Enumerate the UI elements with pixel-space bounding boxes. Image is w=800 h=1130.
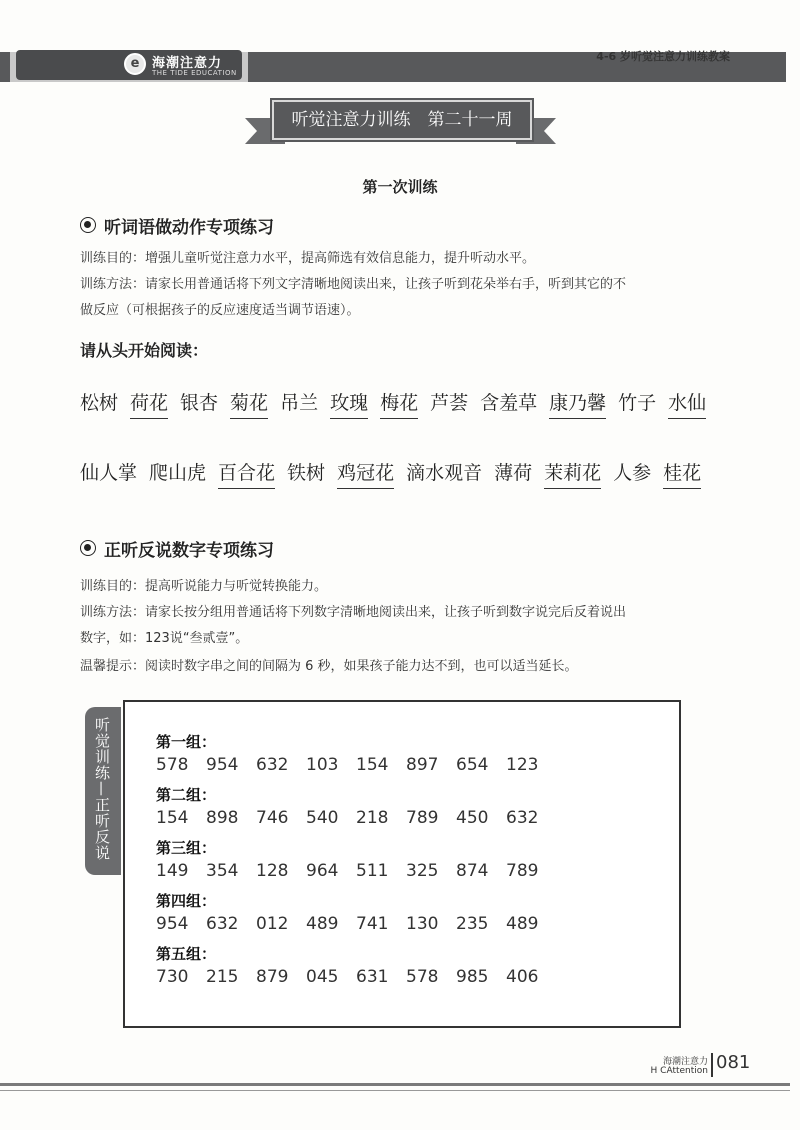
section-bullet-icon <box>80 217 96 233</box>
number-row <box>156 967 556 987</box>
number: 632 <box>506 808 539 828</box>
group-label: 第二组： <box>156 786 217 804</box>
number: 632 <box>206 914 239 934</box>
number: 215 <box>206 967 239 987</box>
word-flower: 桂花 <box>663 458 701 489</box>
number: 879 <box>256 967 289 987</box>
word: 人参 <box>613 462 652 484</box>
number: 789 <box>406 808 439 828</box>
brand-logo-icon: e <box>124 53 146 75</box>
session-title: 第一次训练 <box>362 178 438 196</box>
footer-divider <box>711 1053 713 1077</box>
number: 954 <box>206 755 239 775</box>
section-bullet-icon <box>80 540 96 556</box>
word: 仙人掌 <box>80 462 138 484</box>
brand-name: 海潮注意力 <box>152 56 223 71</box>
number: 540 <box>306 808 339 828</box>
word-row-2 <box>80 458 713 489</box>
number: 154 <box>356 755 389 775</box>
section2-method-line2: 数字，如：123说“叁贰壹”。 <box>80 631 249 646</box>
word: 滴水观音 <box>406 462 483 484</box>
number: 045 <box>306 967 339 987</box>
word: 银杏 <box>180 392 219 414</box>
number: 123 <box>506 755 539 775</box>
footer-rule-thin <box>0 1090 790 1091</box>
number: 741 <box>356 914 389 934</box>
footer-rule <box>0 1083 790 1086</box>
number: 631 <box>356 967 389 987</box>
number: 578 <box>406 967 439 987</box>
section2-tip: 温馨提示：阅读时数字串之间的间隔为 6 秒，如果孩子能力达不到，也可以适当延长。 <box>80 659 578 674</box>
number: 985 <box>456 967 489 987</box>
number-row <box>156 914 556 934</box>
word-flower: 梅花 <box>380 388 418 419</box>
number: 235 <box>456 914 489 934</box>
page-number: 081 <box>716 1052 751 1073</box>
section1-method-line1: 训练方法：请家长用普通话将下列文字清晰地阅读出来，让孩子听到花朵举右手，听到其它的不 <box>80 277 627 292</box>
word: 爬山虎 <box>149 462 207 484</box>
word: 竹子 <box>618 392 657 414</box>
section1-purpose: 训练目的：增强儿童听觉注意力水平，提高筛选有效信息能力，提升听动水平。 <box>80 251 536 266</box>
word-flower: 玫瑰 <box>330 388 368 419</box>
side-tab <box>85 707 121 875</box>
number: 578 <box>156 755 189 775</box>
word: 含羞草 <box>480 392 538 414</box>
group-label: 第五组： <box>156 945 217 963</box>
number-row <box>156 861 556 881</box>
group-label: 第四组： <box>156 892 217 910</box>
group-label: 第三组： <box>156 839 217 857</box>
document-title: 4-6 岁听觉注意力训练教案 <box>596 50 730 63</box>
brand-name-en: THE TIDE EDUCATION <box>152 69 237 77</box>
section2-heading: 正听反说数字专项练习 <box>104 541 274 561</box>
number: 632 <box>256 755 289 775</box>
group-label: 第一组： <box>156 733 217 751</box>
number: 874 <box>456 861 489 881</box>
word-flower: 康乃馨 <box>549 388 606 419</box>
word-flower: 水仙 <box>668 388 706 419</box>
word: 吊兰 <box>280 392 319 414</box>
number: 406 <box>506 967 539 987</box>
word: 薄荷 <box>494 462 533 484</box>
section2-method-line1: 训练方法：请家长按分组用普通话将下列数字清晰地阅读出来，让孩子听到数字说完后反着说出 <box>80 605 627 620</box>
number: 954 <box>156 914 189 934</box>
footer-brand: 海潮注意力 <box>662 1057 708 1067</box>
word: 铁树 <box>287 462 326 484</box>
number: 128 <box>256 861 289 881</box>
word-flower: 茉莉花 <box>544 458 601 489</box>
number: 489 <box>306 914 339 934</box>
number-row <box>156 808 556 828</box>
word-flower: 百合花 <box>218 458 275 489</box>
side-tab-label: 听觉训练—正听反说 <box>93 717 111 861</box>
number: 789 <box>506 861 539 881</box>
number: 746 <box>256 808 289 828</box>
section1-heading: 听词语做动作专项练习 <box>104 218 274 238</box>
word-flower: 荷花 <box>130 388 168 419</box>
word-flower: 菊花 <box>230 388 268 419</box>
number: 354 <box>206 861 239 881</box>
word-flower: 鸡冠花 <box>337 458 394 489</box>
week-banner: 听觉注意力训练 第二十一周 <box>272 100 532 140</box>
number-row <box>156 755 556 775</box>
word: 芦荟 <box>430 392 469 414</box>
word: 松树 <box>80 392 119 414</box>
number: 325 <box>406 861 439 881</box>
word-row-1 <box>80 388 718 419</box>
number: 897 <box>406 755 439 775</box>
number: 130 <box>406 914 439 934</box>
footer-brand-en: H CAttention <box>650 1066 708 1076</box>
number: 154 <box>156 808 189 828</box>
number: 489 <box>506 914 539 934</box>
number: 964 <box>306 861 339 881</box>
number: 103 <box>306 755 339 775</box>
number: 218 <box>356 808 389 828</box>
read-heading: 请从头开始阅读： <box>80 341 209 360</box>
number: 654 <box>456 755 489 775</box>
number: 511 <box>356 861 389 881</box>
section2-purpose: 训练目的：提高听说能力与听觉转换能力。 <box>80 579 328 594</box>
number: 012 <box>256 914 289 934</box>
number: 730 <box>156 967 189 987</box>
section1-method-line2: 做反应（可根据孩子的反应速度适当调节语速）。 <box>80 303 360 318</box>
number: 898 <box>206 808 239 828</box>
number: 450 <box>456 808 489 828</box>
number: 149 <box>156 861 189 881</box>
